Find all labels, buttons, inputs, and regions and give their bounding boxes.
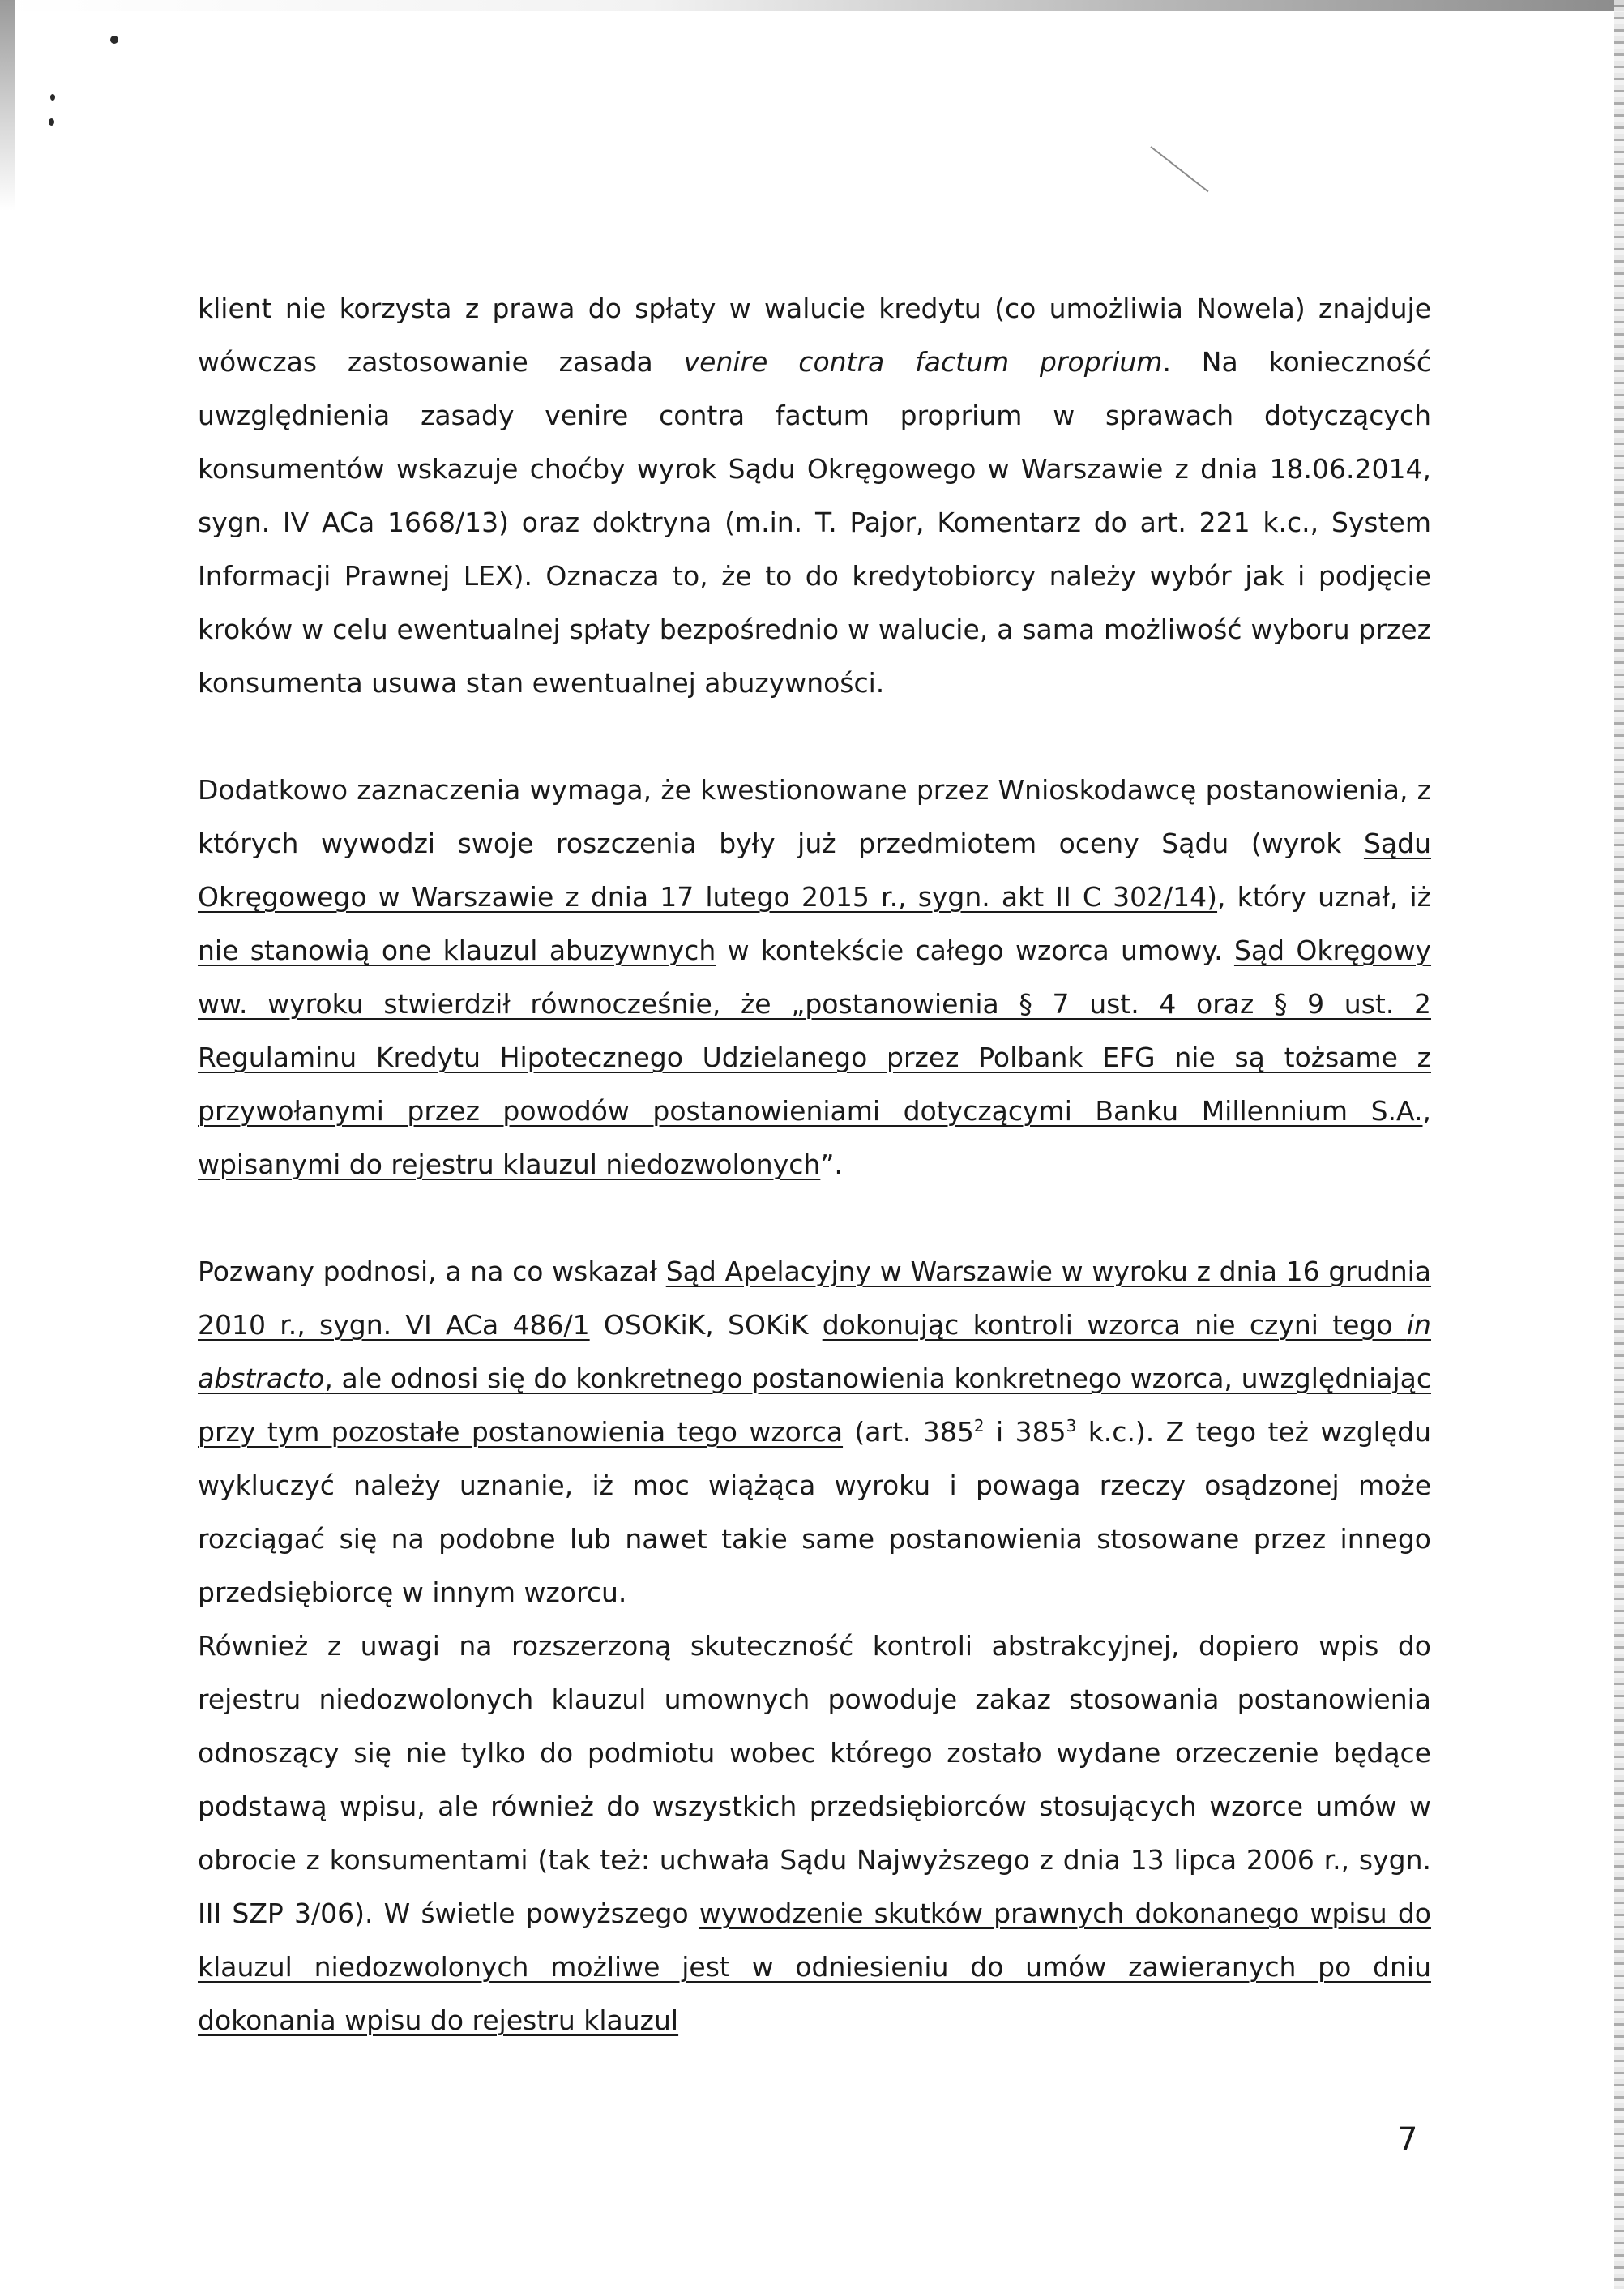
superscript: 3 xyxy=(1066,1416,1077,1435)
text-run: Sąd Okręgowy ww. wyroku stwierdził równocześnie, że „postanowienia § 7 ust. 4 oraz § 9 ust. 2 Regulaminu Kredytu Hipotecznego Udzielanego przez Polbank EFG nie są tożsame z przywołanymi przez powodów postanowieniami dotyczącymi Banku Millennium S.A. xyxy=(198,935,1432,1127)
scan-edge-left xyxy=(0,0,15,211)
text-run: wywodzenie skutków prawnych dokonanego wpisu do klauzul niedozwolonych możliwe jest w odniesieniu do umów zawieranych po dniu dokonania wpisu do rejestru klauzul xyxy=(198,1898,1431,2036)
text-run: in abstracto xyxy=(198,1309,1431,1394)
text-run: Sądu Okręgowego w Warszawie z dnia 17 lutego 2015 r., sygn. akt II C 302/14) xyxy=(198,828,1431,913)
paragraph-2 xyxy=(198,764,1431,1192)
paragraph-4 xyxy=(198,1619,1431,2047)
paragraph-3 xyxy=(198,1245,1431,1619)
text-run: . Na konieczność uwzględnienia zasady venire contra factum proprium w sprawach dotyczących konsumentów wskazuje choćby wyrok Sądu Okręgowego w Warszawie z dnia 18.06.2014, sygn. IV ACa 1668/13) oraz doktryna (m.in. T. Pajor, Komentarz do art. 221 k.c., System Informacji Prawnej LEX). Oznacza to, że to do kredytobiorcy należy wybór jak i podjęcie kroków w celu ewentualnej spłaty bezpośrednio w walucie, a sama możliwość wyboru przez konsumenta usuwa stan ewentualnej abuzywności. xyxy=(198,346,1432,699)
scan-speck xyxy=(50,94,55,101)
text-run: Sąd Apelacyjny w Warszawie w wyroku z dnia 16 grudnia 2010 r., sygn. VI ACa 486/1 xyxy=(198,1256,1432,1341)
page-number: 7 xyxy=(1397,2121,1418,2159)
text-run: k.c.). Z tego też względu wykluczyć należy uznanie, iż moc wiążąca wyroku i powaga rzeczy osądzonej może rozciągać się na podobne lub nawet takie same postanowienia stosowane przez innego przedsiębiorcę w innym wzorcu. xyxy=(198,1416,1431,1608)
text-run: i 385 xyxy=(984,1416,1066,1448)
paragraph-1 xyxy=(198,282,1431,710)
scan-speck xyxy=(49,118,54,126)
scan-speck xyxy=(110,36,118,44)
scan-stray-line xyxy=(1150,146,1208,192)
text-run: , xyxy=(1422,1095,1431,1127)
text-run: OSOKiK, SOKiK xyxy=(589,1309,823,1341)
text-run: wpisanymi do rejestru klauzul niedozwolonych xyxy=(198,1149,821,1180)
superscript: 2 xyxy=(973,1416,985,1435)
scan-edge-right xyxy=(1614,0,1624,2289)
paragraph-gap xyxy=(198,1192,1431,1245)
scan-edge-top xyxy=(0,0,1624,11)
text-run: klient nie korzysta z prawa do spłaty w walucie kredytu (co umożliwia Nowela) znajduje wówczas zastosowanie zasada xyxy=(198,293,1431,378)
text-run: , który uznał, iż xyxy=(1217,881,1431,913)
document-body xyxy=(198,282,1431,2047)
text-run: nie stanowią one klauzul abuzywnych xyxy=(198,935,716,966)
text-run: (art. 385 xyxy=(843,1416,974,1448)
text-run: Pozwany podnosi, a na co wskazał xyxy=(198,1256,666,1287)
paragraph-gap xyxy=(198,710,1431,764)
text-run: ”. xyxy=(820,1149,843,1180)
text-run: Dodatkowo zaznaczenia wymaga, że kwestionowane przez Wnioskodawcę postanowienia, z których wywodzi swoje roszczenia były już przedmiotem oceny Sądu (wyrok xyxy=(198,774,1431,859)
text-run: w kontekście całego wzorca umowy. xyxy=(716,935,1234,966)
text-run: dokonując kontroli wzorca nie czyni tego xyxy=(822,1309,1407,1341)
text-run: venire contra factum proprium xyxy=(683,346,1163,378)
text-run: Również z uwagi na rozszerzoną skuteczność kontroli abstrakcyjnej, dopiero wpis do rejestru niedozwolonych klauzul umownych powoduje zakaz stosowania postanowienia odnoszący się nie tylko do podmiotu wobec którego zostało wydane orzeczenie będące podstawą wpisu, ale również do wszystkich przedsiębiorców stosujących wzorce umów w obrocie z konsumentami (tak też: uchwała Sądu Najwyższego z dnia 13 lipca 2006 r., sygn. III SZP 3/06). W świetle powyższego xyxy=(198,1630,1431,1929)
text-run: , ale odnosi się do konkretnego postanowienia konkretnego wzorca, uwzględniając przy tym pozostałe postanowienia tego wzorca xyxy=(198,1363,1431,1448)
